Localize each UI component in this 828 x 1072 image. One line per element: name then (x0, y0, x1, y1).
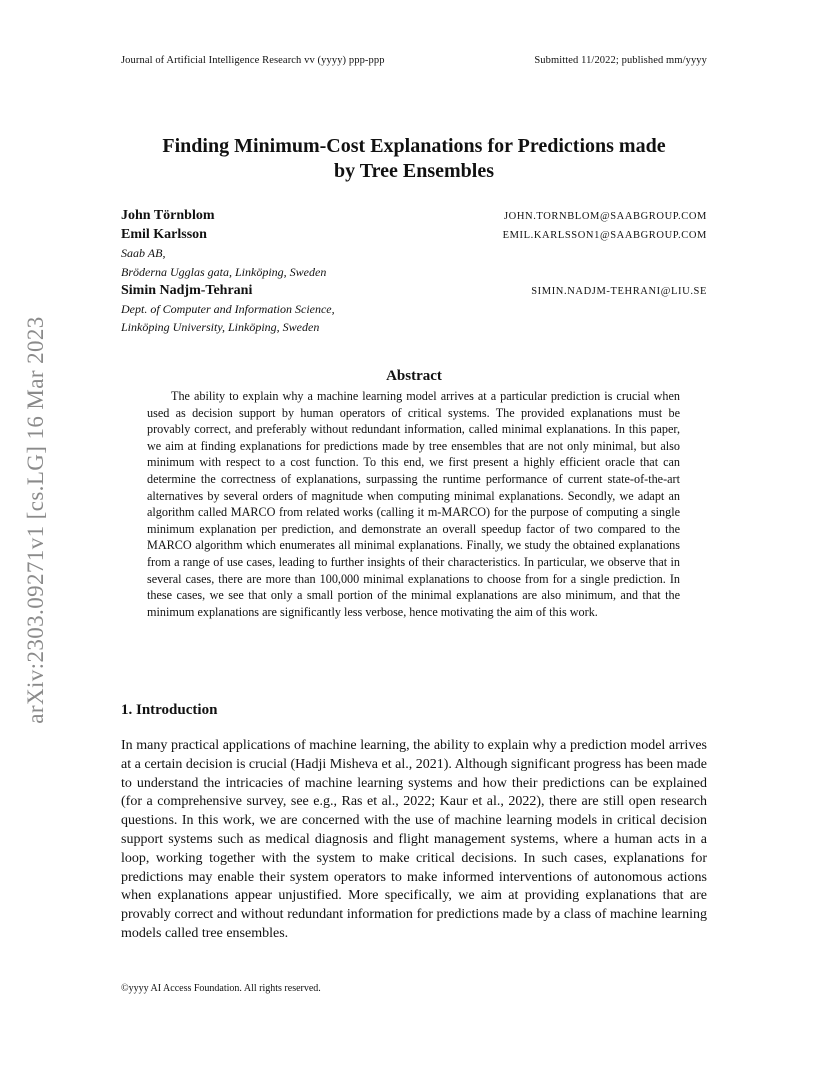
introduction-text: In many practical applications of machine learning, the ability to explain why a prediction model arrives at a certain decision is crucial (Hadji Misheva et al., 2021). Although significant progress has been made to understand the intricacies of machine learning systems and how their predictions can be explained (for a comprehensive survey, see e.g., Ras et al., 2022; Kaur et al., 2022), there are still open research questions. In this work, we are concerned with the use of machine learning models in critical decision support systems such as medical diagnosis and flight management systems, where a human acts in a loop, working together with the system to make critical decisions. In such cases, explanations for predictions may enable their system operators to make informed interventions of autonomous actions when explanations appear unjustified. More specifically, we aim at providing explanations that are provably correct and without redundant information for predictions made by a class of machine learning models called tree ensembles. (121, 738, 707, 941)
abstract-text: The ability to explain why a machine learning model arrives at a particular prediction is crucial when used as decision support by human operators of critical systems. The provided explanations must be provably correct, and preferably without redundant information, called minimal explanations. In this paper, we aim at finding explanations for predictions made by tree ensembles that are not only minimal, but also minimum with respect to a cost function. To this end, we first present a highly efficient oracle that can determine the correctness of explanations, surpassing the runtime performance of current state-of-the-art alternatives by several orders of magnitude when computing minimal explanations. Secondly, we adapt an algorithm called MARCO from related works (calling it m-MARCO) for the purpose of computing a single minimum explanation per prediction, and demonstrate an overall speedup factor of two compared to the MARCO algorithm which enumerates all minimal explanations. Finally, we study the obtained explanations from a range of use cases, leading to further insights of their characteristics. In particular, we observe that in several cases, there are more than 100,000 minimal explanations to choose from for a single prediction. In these cases, we see that only a small portion of the minimal explanations are also minimum, and that the minimum explanations are significantly less verbose, hence motivating the aim of this work. (147, 389, 680, 619)
title-line-1: Finding Minimum-Cost Explanations for Predictions made (162, 135, 666, 157)
author-email: SIMIN.NADJM-TEHRANI@LIU.SE (531, 286, 707, 297)
affiliation-line: Bröderna Ugglas gata, Linköping, Sweden (121, 265, 327, 279)
author-name: John Törnblom (121, 208, 215, 223)
author-email: EMIL.KARLSSON1@SAABGROUP.COM (502, 230, 707, 241)
copyright-footer: ©yyyy AI Access Foundation. All rights reserved. (121, 983, 321, 994)
author-name: Simin Nadjm-Tehrani (121, 283, 253, 298)
journal-header: Journal of Artificial Intelligence Research vv (yyyy) ppp-ppp (121, 55, 385, 66)
affiliation-line: Dept. of Computer and Information Science, (121, 302, 335, 316)
author-name: Emil Karlsson (121, 227, 207, 242)
affiliation-line: Linköping University, Linköping, Sweden (121, 320, 320, 334)
title-line-2: by Tree Ensembles (333, 160, 494, 182)
affiliation-line: Saab AB, (121, 246, 166, 260)
author-email: JOHN.TORNBLOM@SAABGROUP.COM (503, 211, 707, 222)
paper-title (121, 134, 707, 184)
arxiv-identifier: arXiv:2303.09271v1 [cs.LG] 16 Mar 2023 (23, 316, 48, 724)
submission-header: Submitted 11/2022; published mm/yyyy (534, 55, 707, 66)
abstract-heading: Abstract (386, 368, 442, 384)
section-heading: 1. Introduction (121, 702, 218, 718)
